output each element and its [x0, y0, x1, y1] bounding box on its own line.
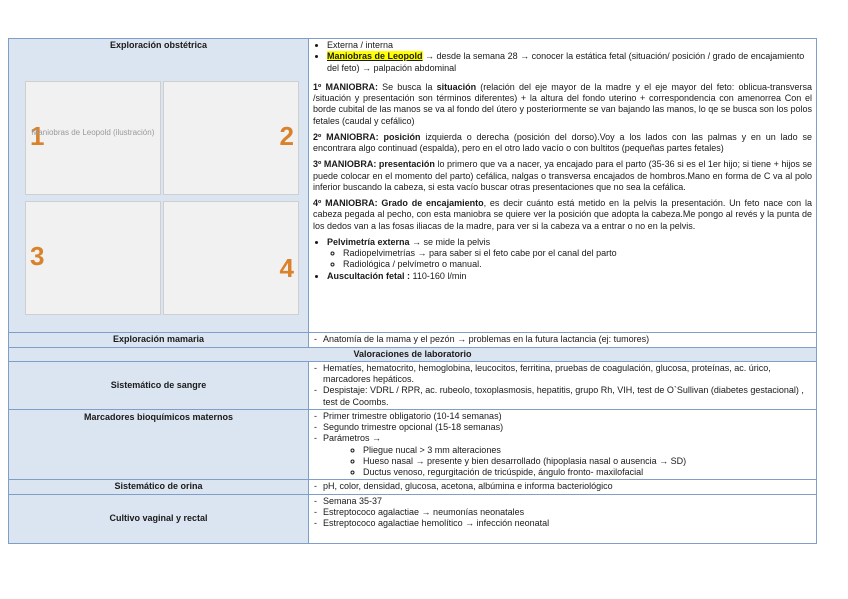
maneuver-3-title: 3º MANIOBRA: presentación — [313, 159, 435, 170]
figure-caption: Maniobras de Leopold (ilustración) — [31, 128, 155, 138]
bioquimicos-item-2: - Segundo trimestre opcional (15-18 semanas) — [323, 422, 812, 433]
parametro-1: ◦ Pliegue nucal > 3 mm alteraciones — [363, 445, 812, 456]
row-cultivo — [9, 494, 817, 544]
figure-number-2: 2 — [279, 121, 294, 152]
maneuver-1-title: 1º MANIOBRA: — [313, 81, 378, 92]
lab-header: Valoraciones de laboratorio — [9, 347, 817, 361]
pelvimetry-bold: Pelvimetría externa — [327, 236, 410, 247]
figure-number-4: 4 — [279, 253, 294, 284]
obstetric-bullets — [313, 40, 812, 74]
maneuver-4-title: 4º MANIOBRA: Grado de encajamiento — [313, 198, 484, 208]
bioquimicos-content — [309, 409, 817, 480]
cultivo-label: Cultivo vaginal y rectal — [9, 494, 309, 544]
figure-number-3: 3 — [30, 241, 45, 272]
maneuver-1 — [313, 82, 812, 127]
auscultation-bold: Auscultación fetal : — [327, 270, 411, 281]
obstetric-bullet-1 — [327, 40, 812, 51]
bioquimicos-list — [313, 411, 812, 479]
obstetric-label: Exploración obstétrica — [109, 40, 208, 50]
mamaria-list — [313, 334, 812, 345]
row-mamaria — [9, 333, 817, 347]
obstetric-content — [309, 39, 817, 333]
maneuver-3-text: lo primero que va a nacer, ya encajado para el parto (35-36 si es el 1er hijo; si tiene + hijos se puede colocar en el momento del parto) cefálica, nalgas o transversa encajados de hombros.Mano en forma de C va al polo inferior buscando la cabeza, si esta vacío buscar otras presentaciones que no sea la cefálica. — [313, 159, 812, 192]
pelvimetry-sublist — [327, 248, 812, 271]
mamaria-item: - Anatomía de la mama y el pezón → problemas en la futura lactancia (ej: tumores) — [323, 334, 812, 345]
maneuver-1-bold: situación — [436, 81, 477, 92]
exploration-table — [8, 38, 817, 544]
parametro-3: ◦ Ductus venoso, regurgitación de tricúspide, ángulo fronto- maxilofacial — [363, 467, 812, 478]
orina-list — [313, 481, 812, 492]
pelvimetry-item — [327, 237, 812, 271]
mamaria-content — [309, 333, 817, 347]
orina-content — [309, 480, 817, 494]
orina-label: Sistemático de orina — [9, 480, 309, 494]
auscultation-item — [327, 271, 812, 282]
figure-panel-3 — [25, 201, 161, 315]
pelvimetry-sub-2: ◦ Radiológica / pelvímetro o manual. — [343, 259, 812, 270]
sangre-label: Sistemático de sangre — [9, 361, 309, 409]
bioquimicos-item-1: - Primer trimestre obligatorio (10-14 semanas) — [323, 411, 812, 422]
cultivo-item-3: - Estreptococo agalactiae hemolítico → infección neonatal — [323, 518, 812, 529]
figure-panel-2 — [163, 81, 299, 195]
leopold-figure — [17, 81, 300, 325]
figure-number-1: 1 — [30, 121, 45, 152]
sangre-content — [309, 361, 817, 409]
row-obstetric — [9, 39, 817, 333]
maneuver-4 — [313, 198, 812, 232]
figure-panel-4 — [163, 201, 299, 315]
row-bioquimicos — [9, 409, 817, 480]
bioquimicos-label: Marcadores bioquímicos maternos — [9, 409, 309, 480]
auscultation-rest: 110-160 l/min — [410, 270, 467, 281]
sangre-list — [313, 363, 812, 408]
pelvimetry-list — [313, 237, 812, 282]
pelvimetry-rest: → se mide la pelvis — [409, 236, 491, 247]
maneuver-2-text: izquierda o derecha (posición del dorso).Voy a los lados con las palmas y en un lado se encontrara algo continuad (espalda), pero en el otro lado vacío o con bultitos (pequeñas partes fetales) — [313, 131, 812, 153]
parametros-text: Parámetros → — [323, 433, 382, 444]
leopold-highlight: Maniobras de Leopold — [327, 51, 423, 62]
bioquimicos-item-3 — [323, 433, 812, 478]
cultivo-list — [313, 496, 812, 530]
obstetric-label-cell — [9, 39, 309, 333]
row-lab-header — [9, 347, 817, 361]
parametros-sublist — [323, 445, 812, 479]
cultivo-item-2: - Estreptococo agalactiae → neumonías neonatales — [323, 507, 812, 518]
maneuver-4-text: , es decir cuánto está metido en la pelvis la presentación. Un feto nace con la cabeza pegada al pecho, con esta maniobra se quiere ver la posición que adopta la cabeza.Me pongo al revés y la punta de los dedos van a las fosas iliacas de la madre, para ver si la cabeza va a entrar o no en la pelvis. — [313, 198, 812, 231]
maneuver-2-title: 2º MANIOBRA: posición — [313, 131, 421, 142]
mamaria-label: Exploración mamaria — [9, 333, 309, 347]
cultivo-item-1: - Semana 35-37 — [323, 496, 812, 507]
sangre-item-1: - Hematíes, hematocrito, hemoglobina, leucocitos, ferritina, pruebas de coagulación, glucosa, proteínas, ac. úrico, marcadores hepáticos. — [323, 363, 812, 386]
maneuver-3 — [313, 159, 812, 193]
obstetric-bullet-2 — [327, 51, 812, 74]
row-orina — [9, 480, 817, 494]
maneuver-1-text-a: Se busca la — [377, 81, 437, 92]
orina-item: - pH, color, densidad, glucosa, acetona, albúmina e informa bacteriológico — [323, 481, 812, 492]
figure-panel-1 — [25, 81, 161, 195]
leopold-rest: → desde la semana 28 → conocer la estática fetal (situación/ posición / grado de encajamiento del feto) → palpación abdominal — [327, 51, 805, 73]
pelvimetry-sub-1: ◦ Radiopelvimetrías → para saber si el feto cabe por el canal del parto — [343, 248, 812, 259]
maneuver-1-text-b: (relación del eje mayor de la madre y el eje mayor del feto: oblicua-transversa /situación y presentación son términos diferentes) + la altura del fondo uterino + correspondencia con amenorrea Con el borde cubital de las manos se va al fondo del útero y posteriormente se van bajando las manos, lo qe se busca son los polos fetales (caudal y cefálico) — [313, 81, 813, 126]
sangre-item-2: - Despistaje: VDRL / RPR, ac. rubeolo, toxoplasmosis, hepatitis, grupo Rh, VIH, test de O`Sullivan (diabetes gestacional) , test de Coombs. — [323, 385, 812, 408]
parametro-2: ◦ Hueso nasal → presente y bien desarrollado (hipoplasia nasal o ausencia → SD) — [363, 456, 812, 467]
maneuver-2 — [313, 132, 812, 155]
cultivo-content — [309, 494, 817, 544]
externa-interna-text: Externa / interna — [327, 40, 394, 50]
row-sangre — [9, 361, 817, 409]
